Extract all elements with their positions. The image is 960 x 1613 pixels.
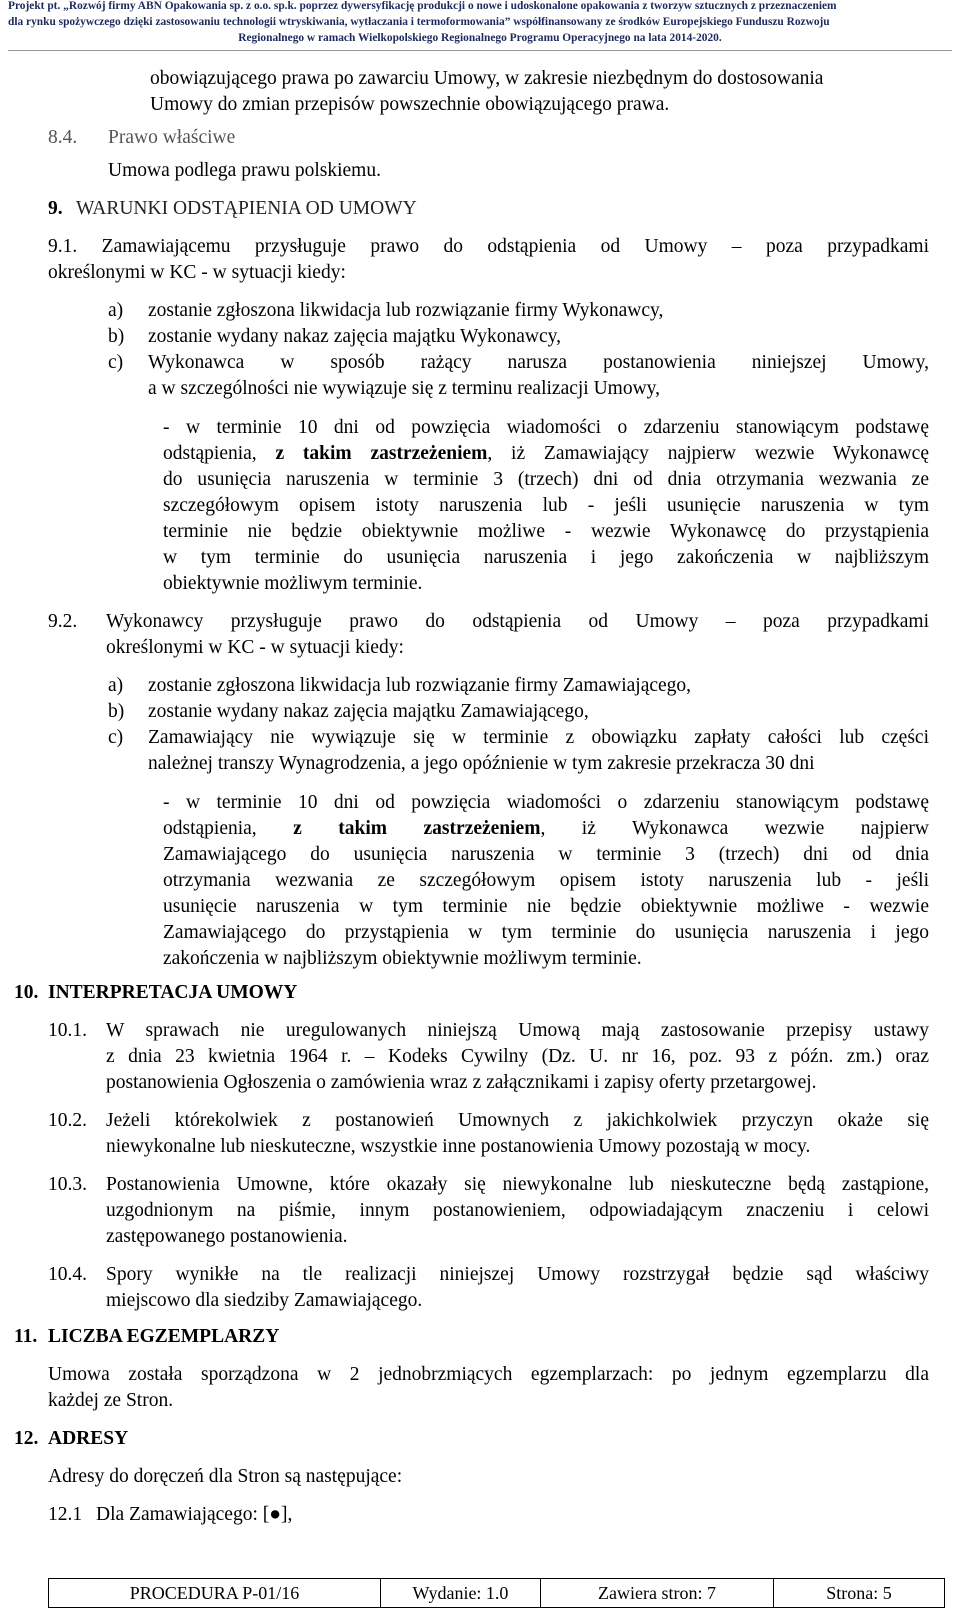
- section-number: 9.: [48, 198, 63, 219]
- paragraph-line: - w terminie 10 dni od powzięcia wiadomości o zdarzeniu stanowiącym podstawę: [163, 417, 929, 438]
- section-number: 10.4.: [48, 1264, 87, 1285]
- list-item: zostanie zgłoszona likwidacja lub rozwiązanie firmy Zamawiającego,: [148, 675, 692, 696]
- section-number: 10.3.: [48, 1174, 87, 1195]
- paragraph-line: Adresy do doręczeń dla Stron są następujące:: [48, 1466, 403, 1487]
- paragraph-line: terminie nie będzie obiektywnie możliwe - wezwie Wykonawcę do przystąpienia: [163, 521, 929, 542]
- paragraph-line: Spory wynikłe na tle realizacji niniejszej Umowy rozstrzygał będzie sąd właściwy: [106, 1264, 929, 1285]
- emphasis-text: z takim zastrzeżeniem: [275, 443, 488, 464]
- header-line-2: dla rynku spożywczego dzięki zastosowaniu technologii wtryskiwania, wytłaczania i termoformowania” współfinansowany ze środków Europejskiego Funduszu Rozwoju: [8, 16, 830, 28]
- header-divider: [8, 50, 952, 51]
- list-item: zostanie zgłoszona likwidacja lub rozwiązanie firmy Wykonawcy,: [148, 300, 664, 321]
- section-number: 11.: [14, 1326, 38, 1347]
- footer-procedure: PROCEDURA P-01/16: [49, 1579, 381, 1607]
- list-marker: a): [108, 675, 124, 696]
- section-number: 9.2.: [48, 611, 78, 632]
- footer-page-number: Strona: 5: [826, 1582, 892, 1603]
- paragraph-line: uzgodnionym na piśmie, innym postanowieniem, odpowiadającym znaczeniu i celowi: [106, 1200, 929, 1221]
- paragraph-line: do usunięcia naruszenia w terminie 3 (trzech) dni od dnia otrzymania wezwania ze: [163, 469, 929, 490]
- paragraph-line: 9.1. Zamawiającemu przysługuje prawo do odstąpienia od Umowy – poza przypadkami: [48, 236, 929, 257]
- paragraph-line: obiektywnie możliwym terminie.: [163, 573, 423, 594]
- paragraph-line: odstąpienia, z takim zastrzeżeniem, iż Zamawiający najpierw wezwie Wykonawcę: [163, 443, 929, 464]
- section-number: 10.: [14, 982, 39, 1003]
- list-item: zostanie wydany nakaz zajęcia majątku Wykonawcy,: [148, 326, 562, 347]
- list-item: zostanie wydany nakaz zajęcia majątku Zamawiającego,: [148, 701, 589, 722]
- paragraph-line: miejscowo dla siedziby Zamawiającego.: [106, 1290, 423, 1311]
- list-marker: b): [108, 701, 125, 722]
- footer-edition: Wydanie: 1.0: [381, 1579, 541, 1607]
- section-heading: INTERPRETACJA UMOWY: [48, 982, 298, 1003]
- paragraph-line: Dla Zamawiającego: [●],: [96, 1504, 293, 1525]
- paragraph-line: usunięcie naruszenia w tym terminie nie będzie obiektywnie możliwe - wezwie: [163, 896, 929, 917]
- page-footer-table: [48, 1578, 945, 1608]
- header-line-3: Regionalnego w ramach Wielkopolskiego Regionalnego Programu Operacyjnego na lata 2014-2020.: [238, 32, 722, 44]
- list-item: Zamawiający nie wywiązuje się w terminie z obowiązku zapłaty całości lub części: [148, 727, 929, 748]
- section-title: Prawo właściwe: [108, 127, 236, 148]
- list-item: a w szczególności nie wywiązuje się z terminu realizacji Umowy,: [148, 378, 661, 399]
- list-marker: c): [108, 352, 124, 373]
- list-item: Wykonawca w sposób rażący narusza postanowienia niniejszej Umowy,: [148, 352, 929, 373]
- paragraph-line: każdej ze Stron.: [48, 1390, 174, 1411]
- list-marker: a): [108, 300, 124, 321]
- header-line-1: Projekt pt. „Rozwój firmy ABN Opakowania sp. z o.o. sp.k. poprzez dywersyfikację produkcji o nowe i udoskonalone opakowania z tworzyw sztucznych z przeznaczeniem: [8, 0, 837, 12]
- paragraph-line: Postanowienia Umowne, które okazały się niewykonalne lub nieskuteczne będą zastąpione,: [106, 1174, 929, 1195]
- paragraph-line: określonymi w KC - w sytuacji kiedy:: [106, 637, 404, 658]
- paragraph-line: postanowienia Ogłoszenia o zamówienia wraz z załącznikami i zapisy oferty przetargowej.: [106, 1072, 817, 1093]
- paragraph-line: określonymi w KC - w sytuacji kiedy:: [48, 262, 346, 283]
- paragraph-line: otrzymania wezwania ze szczegółowym opisem istoty naruszenia lub - jeśli: [163, 870, 929, 891]
- paragraph-line: niewykonalne lub nieskuteczne, wszystkie inne postanowienia Umowy pozostają w mocy.: [106, 1136, 811, 1157]
- section-heading: WARUNKI ODSTĄPIENIA OD UMOWY: [76, 198, 417, 219]
- paragraph-line: Wykonawcy przysługuje prawo do odstąpienia od Umowy – poza przypadkami: [106, 611, 929, 632]
- paragraph-line: z dnia 23 kwietnia 1964 r. – Kodeks Cywilny (Dz. U. nr 16, poz. 93 z późn. zm.) oraz: [106, 1046, 929, 1067]
- paragraph-line: zakończenia w najbliższym obiektywnie możliwym terminie.: [163, 948, 642, 969]
- emphasis-text: z takim zastrzeżeniem: [293, 818, 541, 839]
- continuation-line: Umowy do zmian przepisów powszechnie obowiązującego prawa.: [150, 94, 670, 115]
- section-number: 8.4.: [48, 127, 78, 148]
- list-marker: b): [108, 326, 125, 347]
- paragraph-line: szczegółowym opisem istoty naruszenia lub - jeśli usunięcie naruszenia w tym: [163, 495, 929, 516]
- section-number: 10.2.: [48, 1110, 87, 1131]
- section-heading: ADRESY: [48, 1428, 129, 1449]
- paragraph-line: w tym terminie do usunięcia naruszenia i jego zakończenia w najbliższym: [163, 547, 929, 568]
- paragraph-line: Jeżeli którekolwiek z postanowień Umownych z jakichkolwiek przyczyn okaże się: [106, 1110, 929, 1131]
- continuation-line: obowiązującego prawa po zawarciu Umowy, w zakresie niezbędnym do dostosowania: [150, 68, 824, 89]
- paragraph-line: zastępowanego postanowienia.: [106, 1226, 348, 1247]
- footer-page-count: Zawiera stron: 7: [541, 1579, 774, 1607]
- paragraph-line: Zamawiającego do usunięcia naruszenia w terminie 3 (trzech) dni od dnia: [163, 844, 929, 865]
- paragraph-line: odstąpienia, z takim zastrzeżeniem, iż Wykonawca wezwie najpierw: [163, 818, 929, 839]
- section-number: 12.1: [48, 1504, 83, 1525]
- paragraph-line: W sprawach nie uregulowanych niniejszą Umową mają zastosowanie przepisy ustawy: [106, 1020, 929, 1041]
- section-number: 12.: [14, 1428, 39, 1449]
- section-text: Umowa podlega prawu polskiemu.: [108, 160, 381, 181]
- paragraph-line: Zamawiającego do przystąpienia w tym terminie do usunięcia naruszenia i jego: [163, 922, 929, 943]
- list-item: należnej transzy Wynagrodzenia, a jego opóźnienie w tym zakresie przekracza 30 dni: [148, 753, 815, 774]
- paragraph-line: - w terminie 10 dni od powzięcia wiadomości o zdarzeniu stanowiącym podstawę: [163, 792, 929, 813]
- list-marker: c): [108, 727, 124, 748]
- section-heading: LICZBA EGZEMPLARZY: [48, 1326, 280, 1347]
- paragraph-line: Umowa została sporządzona w 2 jednobrzmiących egzemplarzach: po jednym egzemplarzu dla: [48, 1364, 929, 1385]
- section-number: 10.1.: [48, 1020, 87, 1041]
